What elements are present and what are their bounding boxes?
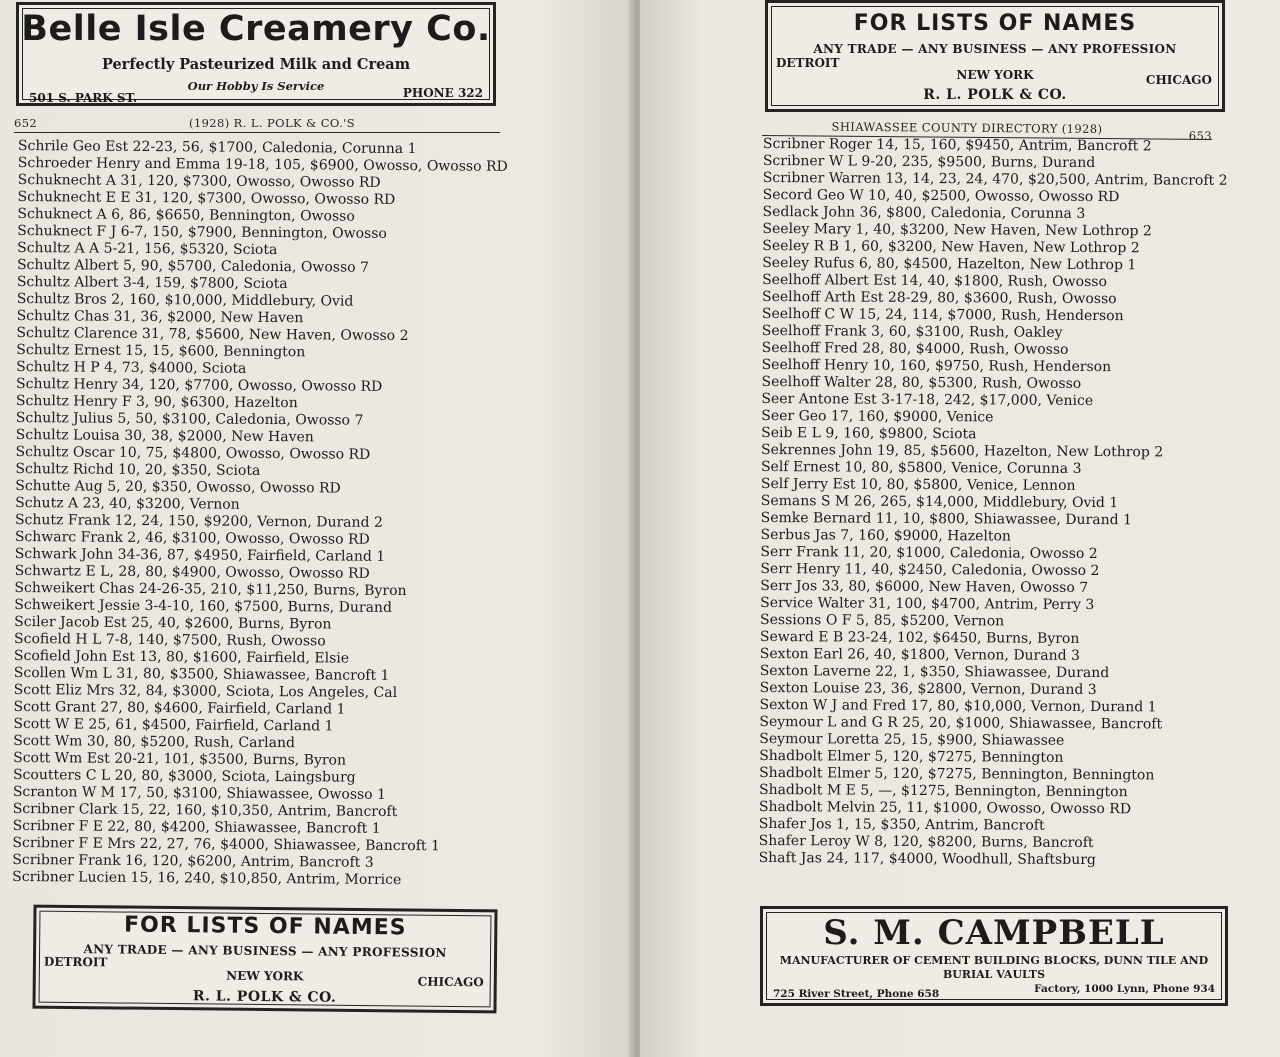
creamery-address: 501 S. PARK ST. <box>29 91 138 105</box>
directory-entry: Seeley Mary 1, 40, $3200, New Haven, New Lothrop 2 <box>762 220 1152 240</box>
directory-entry: Sekrennes John 19, 85, $5600, Hazelton, New Lothrop 2 <box>761 441 1164 461</box>
directory-entry: Semans S M 26, 265, $14,000, Middlebury, Ovid 1 <box>760 492 1119 512</box>
polk-advertisement-left <box>32 905 497 1014</box>
directory-entry: Scranton W M 17, 50, $3100, Shiawassee, Owosso 1 <box>12 783 387 803</box>
directory-entry: Shadbolt M E 5, —, $1275, Bennington, Bennington <box>758 781 1128 801</box>
polk-ad-city-detroit: DETROIT <box>776 56 840 70</box>
directory-entry: Schwark John 34-36, 87, $4950, Fairfield, Carland 1 <box>14 545 386 565</box>
directory-entry: Serr Frank 11, 20, $1000, Caledonia, Owosso 2 <box>760 543 1098 563</box>
left-running-header <box>14 116 500 133</box>
directory-entry: Sexton Louise 23, 36, $2800, Vernon, Durand 3 <box>759 679 1097 699</box>
directory-entry: Schutz A 23, 40, $3200, Vernon <box>15 494 240 513</box>
directory-entry: Self Jerry Est 10, 80, $5800, Venice, Lennon <box>760 475 1076 494</box>
polk-ad-city-new-york: NEW YORK <box>956 68 1034 82</box>
directory-entry: Schutz Frank 12, 24, 150, $9200, Vernon, Durand 2 <box>14 511 383 531</box>
directory-entry: Seeley Rufus 6, 80, $4500, Hazelton, New Lothrop 1 <box>762 254 1137 274</box>
directory-entry: Schultz H P 4, 73, $4000, Sciota <box>16 358 247 377</box>
directory-entry: Shaft Jas 24, 117, $4000, Woodhull, Shaftsburg <box>758 849 1096 869</box>
left-page-number: 652 <box>14 116 38 130</box>
directory-entry: Schultz Albert 3-4, 159, $7800, Sciota <box>16 273 288 293</box>
directory-entry: Serr Jos 33, 80, $6000, New Haven, Owosso 7 <box>760 577 1089 596</box>
directory-entry: Scofield H L 7-8, 140, $7500, Rush, Owosso <box>14 630 326 650</box>
directory-entry: Scribner Warren 13, 14, 23, 24, 470, $20,500, Antrim, Bancroft 2 <box>762 169 1228 189</box>
directory-entry: Seelhoff Fred 28, 80, $4000, Rush, Owosso <box>761 339 1069 358</box>
directory-entry: Secord Geo W 10, 40, $2500, Owosso, Owosso RD <box>762 186 1120 206</box>
directory-entry: Seward E B 23-24, 102, $6450, Burns, Byron <box>759 628 1080 647</box>
campbell-description: MANUFACTURER OF CEMENT BUILDING BLOCKS, DUNN TILE AND BURIAL VAULTS <box>779 954 1209 981</box>
polk-ad-city-chicago: CHICAGO <box>1145 73 1212 87</box>
directory-entry: Seelhoff Henry 10, 160, $9750, Rush, Henderson <box>761 356 1112 376</box>
directory-entry: Scollen Wm L 31, 80, $3500, Shiawassee, Bancroft 1 <box>13 664 390 684</box>
directory-entry: Shadbolt Elmer 5, 120, $7275, Bennington <box>759 747 1064 766</box>
directory-entry: Schweikert Jessie 3-4-10, 160, $7500, Burns, Durand <box>14 596 393 616</box>
directory-entry: Self Ernest 10, 80, $5800, Venice, Corunna 3 <box>760 458 1082 477</box>
directory-entry: Sexton Earl 26, 40, $1800, Vernon, Durand 3 <box>759 645 1081 664</box>
polk-ad-publisher: R. L. POLK & CO. <box>923 87 1067 103</box>
creamery-name: Belle Isle Creamery Co. <box>21 9 491 49</box>
directory-entry: Seymour Loretta 25, 15, $900, Shiawassee <box>759 730 1065 749</box>
directory-entry: Seib E L 9, 160, $9800, Sciota <box>761 424 977 443</box>
right-directory-listing <box>759 136 1233 870</box>
left-directory-listing <box>12 138 513 890</box>
directory-entry: Seer Geo 17, 160, $9000, Venice <box>761 407 994 426</box>
campbell-name: S. M. CAMPBELL <box>823 913 1165 953</box>
directory-entry: Sexton W J and Fred 17, 80, $10,000, Vernon, Durand 1 <box>759 696 1157 716</box>
directory-entry: Semke Bernard 11, 10, $800, Shiawassee, Durand 1 <box>760 509 1132 529</box>
creamery-advertisement <box>16 2 496 106</box>
directory-entry: Sexton Laverne 22, 1, $350, Shiawassee, Durand <box>759 662 1110 682</box>
directory-entry: Schwartz E L, 28, 80, $4900, Owosso, Owosso RD <box>14 562 370 582</box>
directory-entry: Schultz Henry 34, 120, $7700, Owosso, Owosso RD <box>16 375 383 395</box>
directory-entry: Schultz Julius 5, 50, $3100, Caledonia, Owosso 7 <box>15 409 364 429</box>
directory-entry: Scribner W L 9-20, 235, $9500, Burns, Durand <box>762 152 1096 172</box>
directory-entry: Schuknect A 6, 86, $6650, Bennington, Owosso <box>17 205 355 225</box>
directory-entry: Scribner Lucien 15, 16, 240, $10,850, Antrim, Morrice <box>12 868 402 889</box>
creamery-tagline: Perfectly Pasteurized Milk and Cream <box>101 56 411 73</box>
directory-entry: Schultz Albert 5, 90, $5700, Caledonia, Owosso 7 <box>16 256 370 276</box>
directory-entry: Scott W E 25, 61, $4500, Fairfield, Carland 1 <box>13 715 334 735</box>
campbell-address: 725 River Street, Phone 658 <box>773 988 940 1000</box>
directory-entry: Shadbolt Elmer 5, 120, $7275, Bennington, Bennington <box>759 764 1155 784</box>
left-page <box>0 0 634 1057</box>
directory-entry: Schultz Oscar 10, 75, $4800, Owosso, Owosso RD <box>15 443 371 463</box>
directory-entry: Scott Wm 30, 80, $5200, Rush, Carland <box>13 732 296 752</box>
directory-entry: Schweikert Chas 24-26-35, 210, $11,250, Burns, Byron <box>14 579 407 600</box>
polk-ad-trades: ANY TRADE — ANY BUSINESS — ANY PROFESSION <box>83 942 447 960</box>
directory-entry: Sessions O F 5, 85, $5200, Vernon <box>759 611 1005 630</box>
directory-entry: Scribner F E 22, 80, $4200, Shiawassee, Bancroft 1 <box>12 817 381 837</box>
directory-entry: Serbus Jas 7, 160, $9000, Hazelton <box>760 526 1012 545</box>
directory-entry: Schultz Richd 10, 20, $350, Sciota <box>15 460 261 479</box>
directory-entry: Scott Grant 27, 80, $4600, Fairfield, Carland 1 <box>13 698 346 718</box>
polk-ad-publisher: R. L. POLK & CO. <box>192 988 337 1006</box>
right-page-number: 653 <box>1188 128 1213 143</box>
directory-entry: Schwarc Frank 2, 46, $3100, Owosso, Owosso RD <box>14 528 370 548</box>
directory-entry: Schultz Clarence 31, 78, $5600, New Haven, Owosso 2 <box>16 324 409 345</box>
polk-ad-city-detroit: DETROIT <box>43 954 108 970</box>
directory-entry: Schultz Henry F 3, 90, $6300, Hazelton <box>15 392 298 412</box>
polk-advertisement-right <box>765 0 1225 112</box>
directory-entry: Serr Henry 11, 40, $2450, Caledonia, Owosso 2 <box>760 560 1100 580</box>
directory-entry: Schultz A A 5-21, 156, $5320, Sciota <box>17 239 278 259</box>
creamery-phone: PHONE 322 <box>402 86 483 100</box>
polk-ad-title: FOR LISTS OF NAMES <box>123 912 407 941</box>
directory-entry: Schultz Bros 2, 160, $10,000, Middlebury, Ovid <box>16 290 354 310</box>
directory-entry: Shadbolt Melvin 25, 11, $1000, Owosso, Owosso RD <box>758 798 1132 818</box>
directory-entry: Scoutters C L 20, 80, $3000, Sciota, Laingsburg <box>12 766 356 786</box>
directory-entry: Seelhoff Arth Est 28-29, 80, $3600, Rush, Owosso <box>761 288 1117 308</box>
directory-entry: Sciler Jacob Est 25, 40, $2600, Burns, Byron <box>14 613 332 633</box>
directory-entry: Scribner Clark 15, 22, 160, $10,350, Antrim, Bancroft <box>12 800 398 820</box>
left-header-title: (1928) R. L. POLK & CO.'S <box>188 116 355 130</box>
directory-entry: Seer Antone Est 3-17-18, 242, $17,000, Venice <box>761 390 1094 410</box>
right-header-title: SHIAWASSEE COUNTY DIRECTORY (1928) <box>831 119 1103 137</box>
polk-ad-city-chicago: CHICAGO <box>417 974 484 990</box>
directory-entry: Scott Eliz Mrs 32, 84, $3000, Sciota, Los Angeles, Cal <box>13 681 398 701</box>
directory-entry: Schultz Ernest 15, 15, $600, Bennington <box>16 341 306 361</box>
directory-entry: Schuknect F J 6-7, 150, $7900, Bennington, Owosso <box>17 222 387 242</box>
directory-entry: Schutte Aug 5, 20, $350, Owosso, Owosso RD <box>15 477 341 497</box>
directory-entry: Schultz Chas 31, 36, $2000, New Haven <box>16 307 304 327</box>
directory-entry: Seelhoff Walter 28, 80, $5300, Rush, Owosso <box>761 373 1082 392</box>
campbell-advertisement <box>760 906 1228 1006</box>
directory-entry: Scofield John Est 13, 80, $1600, Fairfield, Elsie <box>13 647 350 667</box>
creamery-motto: Our Hobby Is Service <box>187 79 325 93</box>
directory-entry: Scott Wm Est 20-21, 101, $3500, Burns, Byron <box>13 749 347 769</box>
directory-entry: Schroeder Henry and Emma 19-18, 105, $6900, Owosso, Owosso RD <box>17 154 508 175</box>
campbell-factory: Factory, 1000 Lynn, Phone 934 <box>1034 983 1215 995</box>
polk-ad-trades: ANY TRADE — ANY BUSINESS — ANY PROFESSION <box>813 42 1177 56</box>
directory-entry: Sedlack John 36, $800, Caledonia, Corunna 3 <box>762 203 1086 222</box>
polk-ad-title: FOR LISTS OF NAMES <box>853 11 1137 36</box>
directory-entry: Seelhoff Frank 3, 60, $3100, Rush, Oakley <box>761 322 1063 341</box>
directory-entry: Seelhoff Albert Est 14, 40, $1800, Rush, Owosso <box>762 271 1107 291</box>
directory-entry: Service Walter 31, 100, $4700, Antrim, Perry 3 <box>760 594 1095 614</box>
directory-entry: Schuknecht E E 31, 120, $7300, Owosso, Owosso RD <box>17 188 396 208</box>
directory-entry: Scribner Frank 16, 120, $6200, Antrim, Bancroft 3 <box>12 851 374 871</box>
directory-entry: Scribner Roger 14, 15, 160, $9450, Antrim, Bancroft 2 <box>762 136 1152 155</box>
directory-entry: Shafer Jos 1, 15, $350, Antrim, Bancroft <box>758 815 1045 834</box>
directory-entry: Seymour L and G R 25, 20, $1000, Shiawassee, Bancroft <box>759 713 1163 733</box>
directory-entry: Schuknecht A 31, 120, $7300, Owosso, Owosso RD <box>17 171 381 191</box>
directory-entry: Schultz Louisa 30, 38, $2000, New Haven <box>15 426 314 446</box>
directory-entry: Seeley R B 1, 60, $3200, New Haven, New Lothrop 2 <box>762 237 1140 257</box>
directory-entry: Scribner F E Mrs 22, 27, 76, $4000, Shiawassee, Bancroft 1 <box>12 834 440 855</box>
directory-entry: Shafer Leroy W 8, 120, $8200, Burns, Bancroft <box>758 832 1094 852</box>
directory-entry: Schrile Geo Est 22-23, 56, $1700, Caledonia, Corunna 1 <box>17 138 417 158</box>
directory-entry: Seelhoff C W 15, 24, 114, $7000, Rush, Henderson <box>761 305 1124 325</box>
polk-ad-city-new-york: NEW YORK <box>226 968 304 984</box>
